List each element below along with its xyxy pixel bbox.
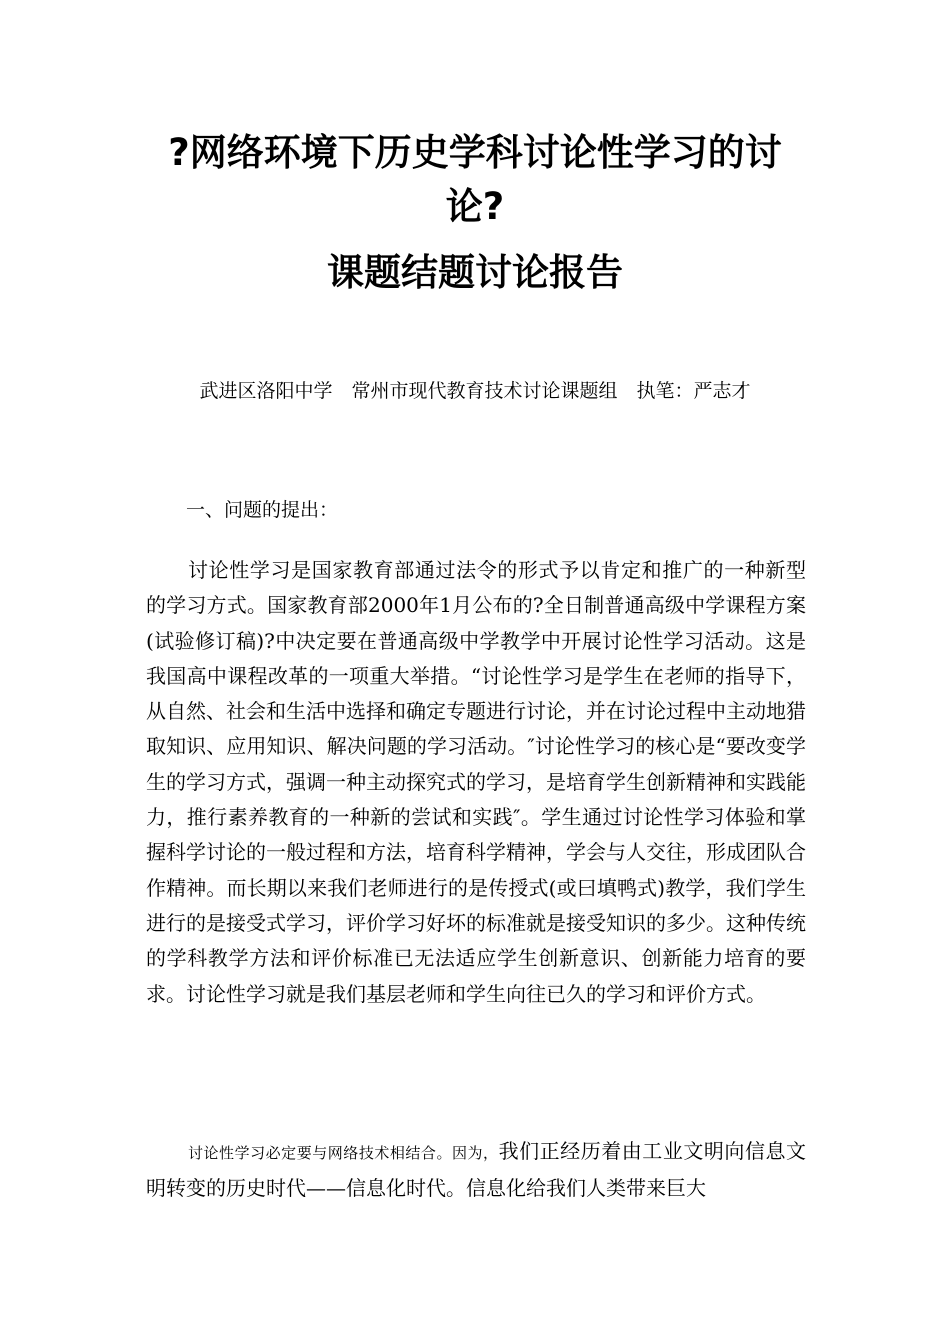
document-title: ?网络环境下历史学科讨论性学习的讨论?	[168, 131, 782, 228]
paragraph-lead-small: 讨论性学习必定要与网络技术相结合。因为，	[188, 1144, 499, 1162]
section-heading: 一、问题的提出：	[186, 499, 339, 521]
author-byline: 武进区洛阳中学 常州市现代教育技术讨论课题组 执笔：严志才	[199, 380, 751, 402]
body-paragraph: 讨论性学习是国家教育部通过法令的形式予以肯定和推广的一种新型的学习方式。国家教育部2000年1月公布的?全日制普通高级中学课程方案(试验修订稿)?中决定要在普通高级中学教学中开展讨论性学习活动。这是我国高中课程改革的一项重大举措。“讨论性学习是学生在老师的指导下，从自然、社会和生活中选择和确定专题进行讨论，并在讨论过程中主动地猎取知识、应用知识、解决问题的学习活动。″讨论性学习的核心是“要改变学生的学习方式，强调一种主动探究式的学习，是培育学生创新精神和实践能力，推行素养教育的一种新的尝试和实践″。学生通过讨论性学习体验和掌握科学讨论的一般过程和方法，培育科学精神，学会与人交往，形成团队合作精神。而长期以来我们老师进行的是传授式(或曰填鸭式)教学，我们学生进行的是接受式学习，评价学习好坏的标准就是接受知识的多少。这种传统的学科教学方法和评价标准已无法适应学生创新意识、创新能力培育的要求。讨论性学习就是我们基层老师和学生向往已久的学习和评价方式。	[146, 558, 806, 1006]
paragraph-text: 我们正经历着由工业文明向信息文明转变的历史时代——信息化时代。信息化给我们人类带来巨大	[146, 1139, 806, 1201]
document-subtitle: 课题结题讨论报告	[327, 251, 623, 294]
body-paragraph-2	[146, 1134, 806, 1207]
